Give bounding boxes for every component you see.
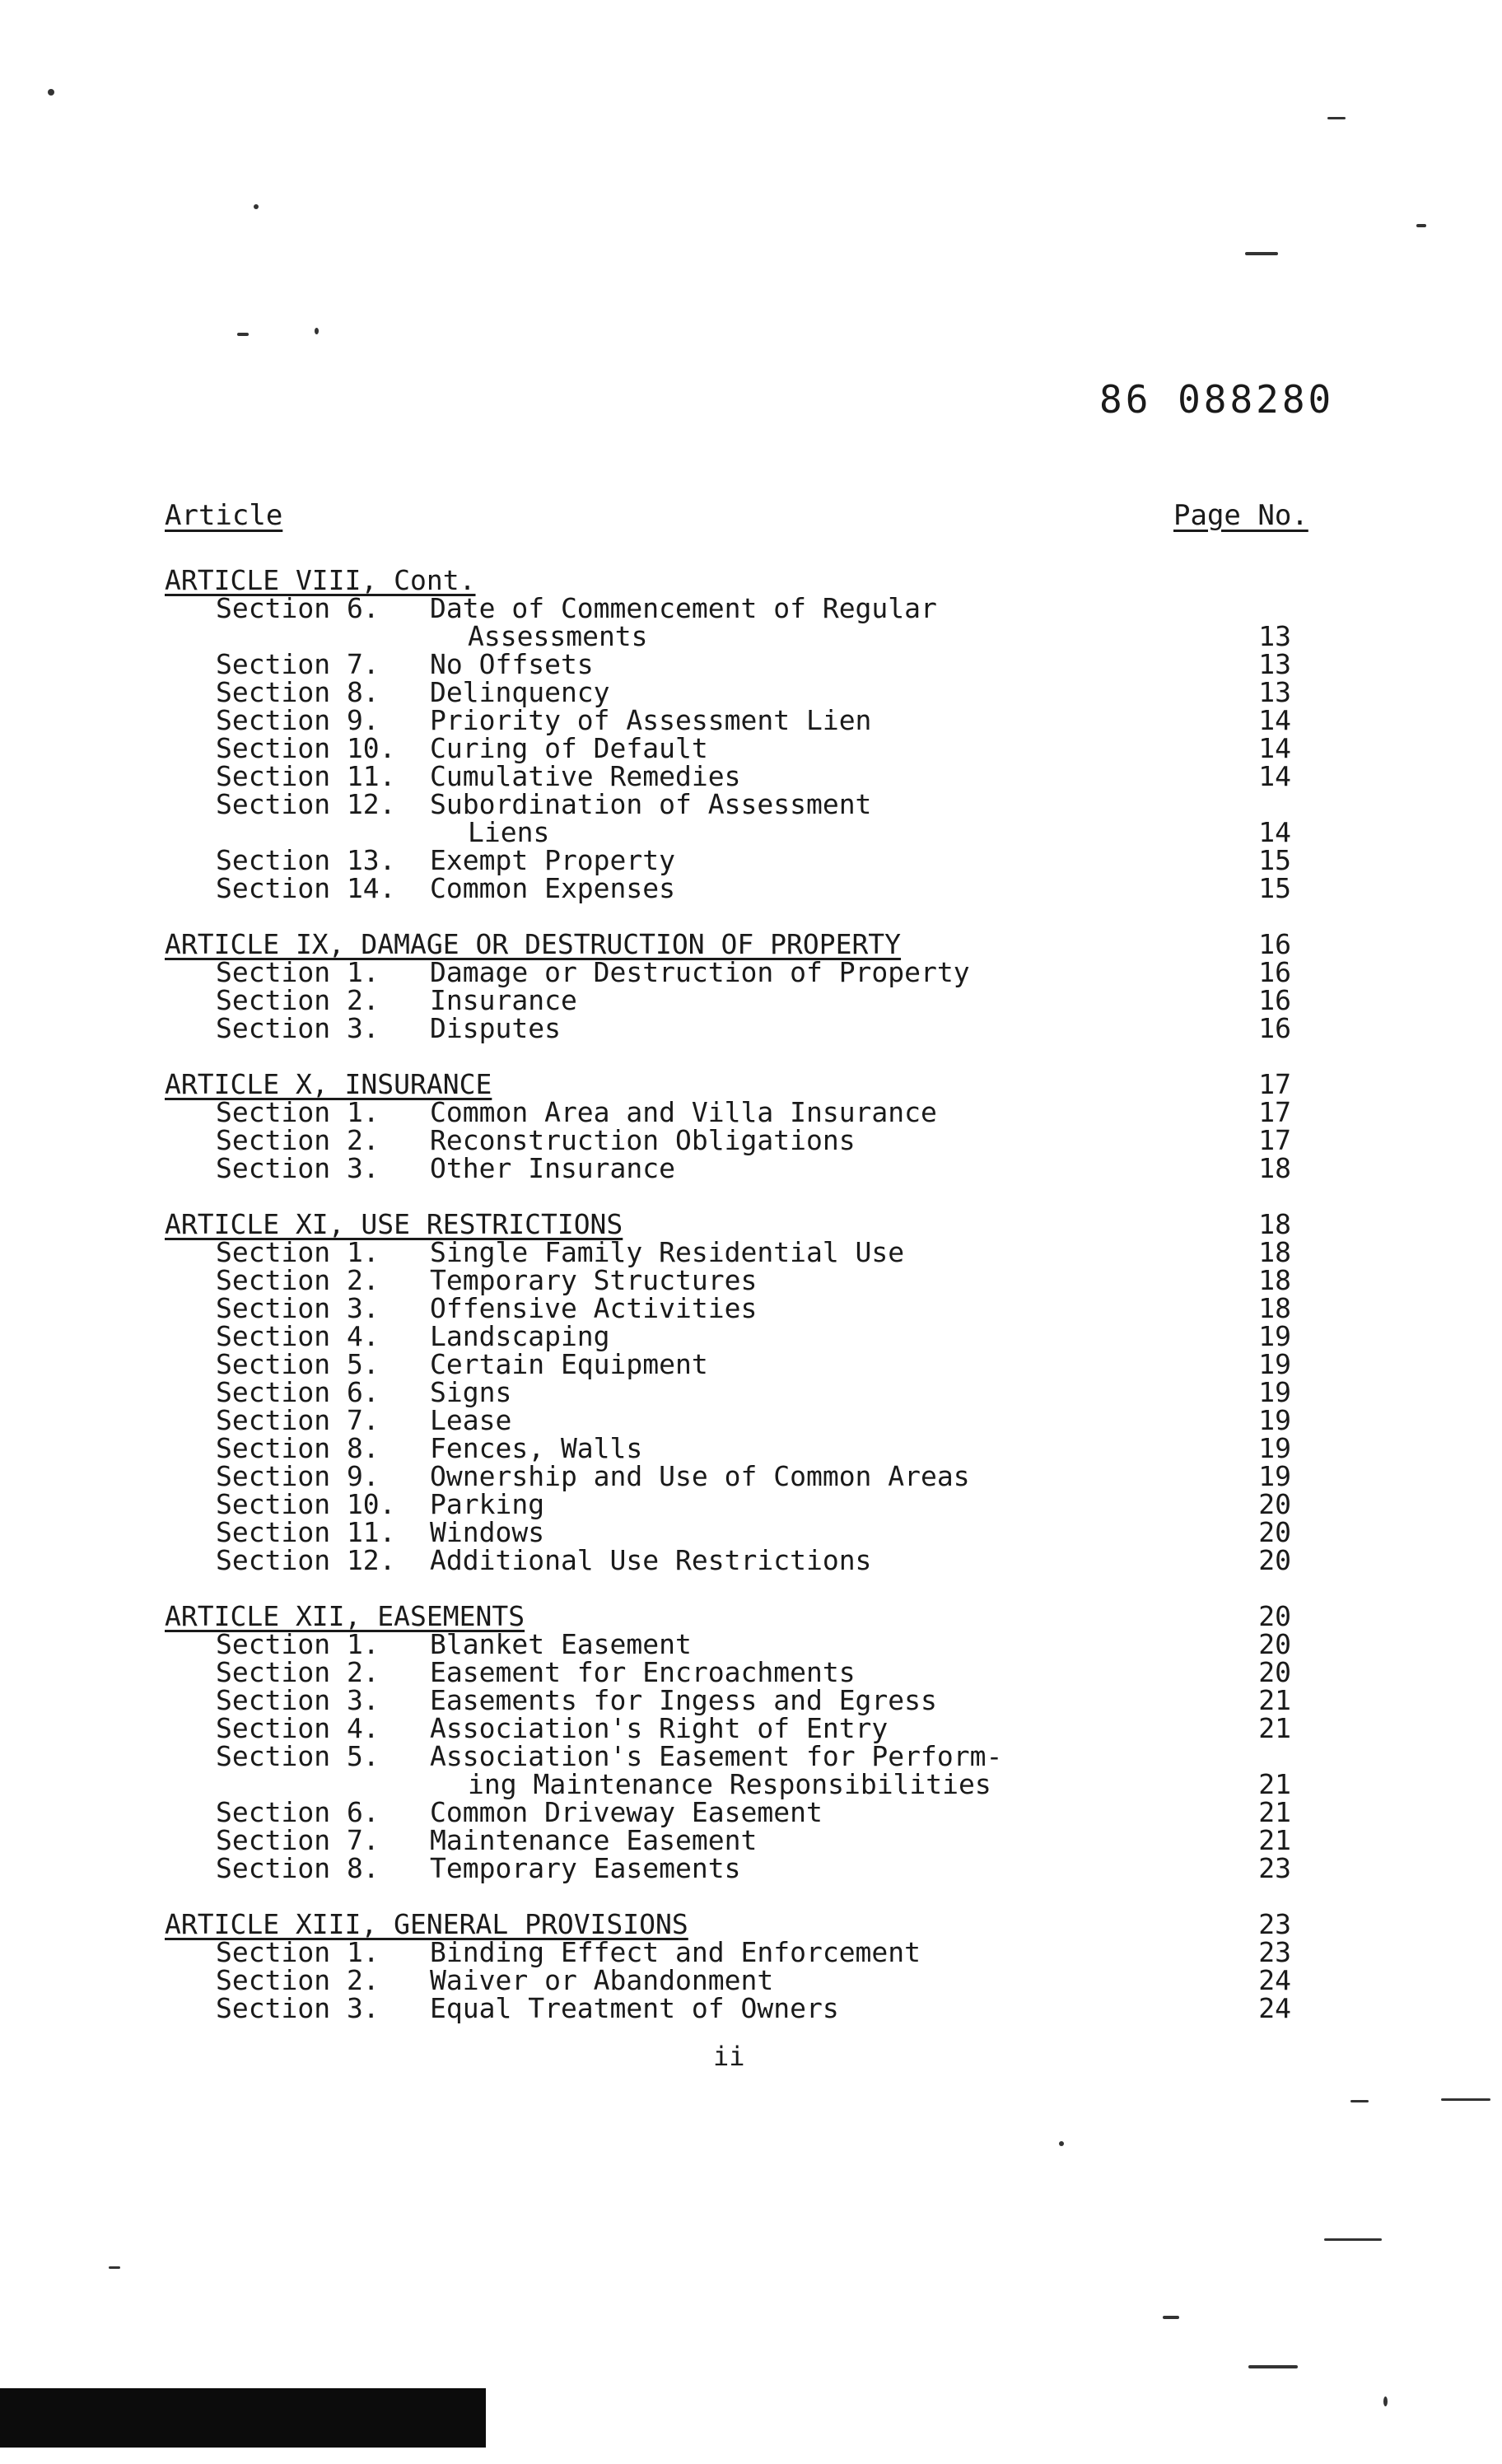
section-title: Temporary Structures	[430, 1264, 758, 1296]
page-ref: 20	[1258, 1628, 1291, 1660]
section-label: Section 3.	[216, 1152, 380, 1184]
page-ref: 15	[1258, 872, 1291, 904]
section-label: Section 10.	[216, 732, 396, 764]
section-title: Blanket Easement	[430, 1628, 692, 1660]
toc-section-row	[216, 1796, 823, 1828]
section-label: Section 8.	[216, 676, 380, 708]
page-ref: 21	[1258, 1712, 1291, 1744]
page-ref: 14	[1258, 732, 1291, 764]
section-title: Landscaping	[430, 1320, 610, 1352]
page-ref: 18	[1258, 1264, 1291, 1296]
toc-section-row	[216, 788, 872, 820]
page-ref: 21	[1258, 1824, 1291, 1856]
article-title: ARTICLE IX, DAMAGE OR DESTRUCTION OF PROPERTY	[165, 928, 902, 960]
section-title: Insurance	[430, 984, 577, 1016]
column-header-page: Page No.	[1173, 499, 1308, 532]
toc-section-row	[216, 1544, 872, 1576]
toc-section-row	[216, 760, 741, 792]
section-label: Section 8.	[216, 1432, 380, 1464]
page-ref: 20	[1258, 1656, 1291, 1688]
toc-article-heading	[165, 1600, 525, 1632]
section-label: Section 12.	[216, 1544, 396, 1576]
toc-section-row	[216, 592, 937, 624]
toc-section-row	[216, 1236, 905, 1268]
section-label: Section 11.	[216, 1516, 396, 1548]
toc-article-heading	[165, 564, 476, 596]
section-label: Section 5.	[216, 1740, 380, 1772]
toc-article-heading	[165, 928, 902, 960]
toc-section-row	[216, 1516, 545, 1548]
section-title: Offensive Activities	[430, 1292, 758, 1324]
article-title: ARTICLE XIII, GENERAL PROVISIONS	[165, 1908, 688, 1940]
toc-section-row	[216, 1712, 889, 1744]
section-label: Section 11.	[216, 760, 396, 792]
section-title: Cumulative Remedies	[430, 760, 741, 792]
section-label: Section 3.	[216, 1012, 380, 1044]
scan-speck	[1416, 224, 1426, 227]
section-title: Association's Right of Entry	[430, 1712, 889, 1744]
page-ref: 13	[1258, 648, 1291, 680]
section-label: Section 7.	[216, 1404, 380, 1436]
toc-section-row	[216, 1740, 1003, 1772]
page-ref: 19	[1258, 1376, 1291, 1408]
page-ref: 14	[1258, 760, 1291, 792]
section-label: Section 4.	[216, 1320, 380, 1352]
section-label: Section 2.	[216, 1124, 380, 1156]
section-title: Damage or Destruction of Property	[430, 956, 970, 988]
section-title: Common Area and Villa Insurance	[430, 1096, 937, 1128]
scan-speck	[254, 204, 259, 209]
section-label: Section 3.	[216, 1684, 380, 1716]
toc-article-heading	[165, 1068, 492, 1100]
page-number: ii	[713, 2041, 745, 2072]
scan-speck	[109, 2266, 120, 2269]
section-title: Exempt Property	[430, 844, 676, 876]
toc-continuation-row	[468, 1768, 991, 1800]
article-title: ARTICLE XII, EASEMENTS	[165, 1600, 525, 1632]
section-label: Section 14.	[216, 872, 396, 904]
article-title: ARTICLE VIII, Cont.	[165, 564, 476, 596]
scan-speck	[1327, 117, 1346, 119]
scan-speck	[315, 328, 319, 334]
toc-section-row	[216, 1992, 839, 2024]
toc-continuation-row	[468, 620, 648, 652]
scan-speck	[1324, 2238, 1382, 2241]
article-title: ARTICLE X, INSURANCE	[165, 1068, 492, 1100]
page-ref: 23	[1258, 1936, 1291, 1968]
section-title: Waiver or Abandonment	[430, 1964, 774, 1996]
section-label: Section 6.	[216, 1796, 380, 1828]
toc-section-row	[216, 1656, 856, 1688]
scan-speck	[1248, 2365, 1298, 2368]
toc-section-row	[216, 1320, 610, 1352]
section-title-continued: Assessments	[468, 620, 648, 652]
page-ref: 16	[1258, 984, 1291, 1016]
page-ref: 20	[1258, 1488, 1291, 1520]
section-title: Lease	[430, 1404, 512, 1436]
section-title: Common Driveway Easement	[430, 1796, 823, 1828]
toc-section-row	[216, 1684, 937, 1716]
toc-section-row	[216, 1936, 921, 1968]
section-title: Ownership and Use of Common Areas	[430, 1460, 970, 1492]
section-title: Subordination of Assessment	[430, 788, 872, 820]
section-label: Section 6.	[216, 1376, 380, 1408]
toc-section-row	[216, 1824, 758, 1856]
section-title: Windows	[430, 1516, 545, 1548]
page-ref: 14	[1258, 816, 1291, 848]
page-ref: 19	[1258, 1404, 1291, 1436]
section-label: Section 2.	[216, 984, 380, 1016]
section-title-continued: Liens	[468, 816, 550, 848]
section-label: Section 1.	[216, 1236, 380, 1268]
page-ref: 18	[1258, 1292, 1291, 1324]
toc-section-row	[216, 1404, 512, 1436]
toc-section-row	[216, 704, 872, 736]
section-label: Section 7.	[216, 648, 380, 680]
scan-speck	[1383, 2396, 1388, 2406]
section-label: Section 1.	[216, 1096, 380, 1128]
section-title-continued: ing Maintenance Responsibilities	[468, 1768, 991, 1800]
page-ref: 16	[1258, 928, 1291, 960]
section-label: Section 6.	[216, 592, 380, 624]
section-title: Date of Commencement of Regular	[430, 592, 937, 624]
section-title: Certain Equipment	[430, 1348, 708, 1380]
section-title: Additional Use Restrictions	[430, 1544, 872, 1576]
scan-speck	[48, 89, 54, 96]
toc-article-heading	[165, 1208, 623, 1240]
section-label: Section 5.	[216, 1348, 380, 1380]
section-title: Other Insurance	[430, 1152, 676, 1184]
toc-section-row	[216, 1124, 856, 1156]
article-title: ARTICLE XI, USE RESTRICTIONS	[165, 1208, 623, 1240]
section-label: Section 7.	[216, 1824, 380, 1856]
section-label: Section 4.	[216, 1712, 380, 1744]
toc-section-row	[216, 676, 610, 708]
section-title: Delinquency	[430, 676, 610, 708]
section-title: Binding Effect and Enforcement	[430, 1936, 921, 1968]
section-title: Parking	[430, 1488, 545, 1520]
toc-section-row	[216, 648, 594, 680]
toc-section-row	[216, 956, 970, 988]
section-label: Section 1.	[216, 1628, 380, 1660]
section-title: Easements for Ingess and Egress	[430, 1684, 937, 1716]
section-label: Section 1.	[216, 1936, 380, 1968]
section-label: Section 1.	[216, 956, 380, 988]
page-ref: 16	[1258, 1012, 1291, 1044]
section-label: Section 3.	[216, 1292, 380, 1324]
page-ref: 17	[1258, 1096, 1291, 1128]
page-ref: 20	[1258, 1544, 1291, 1576]
toc-section-row	[216, 1628, 692, 1660]
page-ref: 19	[1258, 1432, 1291, 1464]
page-ref: 24	[1258, 1992, 1291, 2024]
scan-speck	[1350, 2100, 1369, 2102]
section-label: Section 9.	[216, 704, 380, 736]
page-ref: 21	[1258, 1684, 1291, 1716]
page-ref: 21	[1258, 1796, 1291, 1828]
page-ref: 19	[1258, 1348, 1291, 1380]
scan-speck	[1059, 2141, 1064, 2146]
toc-section-row	[216, 1964, 774, 1996]
section-title: Equal Treatment of Owners	[430, 1992, 839, 2024]
page-ref: 14	[1258, 704, 1291, 736]
section-title: Disputes	[430, 1012, 561, 1044]
toc-section-row	[216, 1852, 741, 1884]
toc-section-row	[216, 1488, 545, 1520]
section-label: Section 8.	[216, 1852, 380, 1884]
section-title: No Offsets	[430, 648, 594, 680]
page-ref: 19	[1258, 1460, 1291, 1492]
section-title: Curing of Default	[430, 732, 708, 764]
scan-speck	[1163, 2316, 1179, 2319]
scan-edge-bar	[0, 2388, 486, 2448]
scan-speck	[1441, 2098, 1490, 2101]
column-header-article: Article	[165, 499, 283, 532]
toc-section-row	[216, 1460, 970, 1492]
page-ref: 21	[1258, 1768, 1291, 1800]
section-label: Section 12.	[216, 788, 396, 820]
toc-section-row	[216, 1376, 512, 1408]
page-ref: 20	[1258, 1600, 1291, 1632]
section-label: Section 9.	[216, 1460, 380, 1492]
page-ref: 19	[1258, 1320, 1291, 1352]
page-ref: 23	[1258, 1852, 1291, 1884]
scan-speck	[1245, 252, 1278, 255]
section-title: Priority of Assessment Lien	[430, 704, 872, 736]
section-label: Section 13.	[216, 844, 396, 876]
page-ref: 18	[1258, 1236, 1291, 1268]
section-title: Reconstruction Obligations	[430, 1124, 856, 1156]
section-label: Section 2.	[216, 1964, 380, 1996]
toc-section-row	[216, 1012, 561, 1044]
toc-section-row	[216, 1264, 758, 1296]
page-ref: 13	[1258, 676, 1291, 708]
toc-section-row	[216, 872, 676, 904]
page-ref: 17	[1258, 1068, 1291, 1100]
page-ref: 17	[1258, 1124, 1291, 1156]
section-label: Section 2.	[216, 1656, 380, 1688]
document-number: 86 088280	[1099, 377, 1335, 422]
toc-section-row	[216, 1292, 758, 1324]
section-title: Easement for Encroachments	[430, 1656, 856, 1688]
page-ref: 20	[1258, 1516, 1291, 1548]
toc-section-row	[216, 984, 577, 1016]
page-ref: 18	[1258, 1208, 1291, 1240]
page-ref: 18	[1258, 1152, 1291, 1184]
page-ref: 16	[1258, 956, 1291, 988]
section-label: Section 3.	[216, 1992, 380, 2024]
toc-article-heading	[165, 1908, 688, 1940]
section-title: Signs	[430, 1376, 512, 1408]
section-title: Maintenance Easement	[430, 1824, 758, 1856]
page-ref: 13	[1258, 620, 1291, 652]
section-title: Fences, Walls	[430, 1432, 643, 1464]
section-label: Section 10.	[216, 1488, 396, 1520]
page-ref: 24	[1258, 1964, 1291, 1996]
toc-section-row	[216, 1432, 643, 1464]
toc-section-row	[216, 844, 676, 876]
section-title: Association's Easement for Perform-	[430, 1740, 1003, 1772]
toc-continuation-row	[468, 816, 550, 848]
section-title: Common Expenses	[430, 872, 676, 904]
section-title: Temporary Easements	[430, 1852, 741, 1884]
toc-section-row	[216, 1152, 676, 1184]
scan-speck	[237, 333, 249, 336]
section-label: Section 2.	[216, 1264, 380, 1296]
toc-section-row	[216, 1096, 937, 1128]
toc-section-row	[216, 732, 708, 764]
page-ref: 23	[1258, 1908, 1291, 1940]
page-ref: 15	[1258, 844, 1291, 876]
section-title: Single Family Residential Use	[430, 1236, 905, 1268]
toc-section-row	[216, 1348, 708, 1380]
